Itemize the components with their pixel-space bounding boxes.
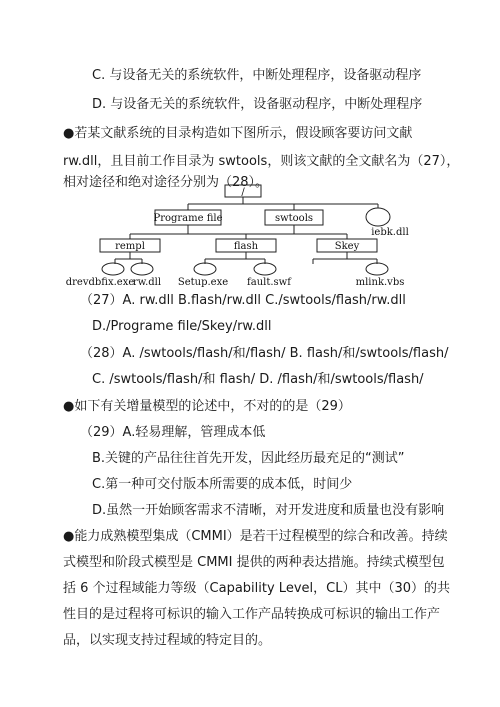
programe-file-label: Programe file — [153, 213, 223, 224]
setup-exe-label: Setup.exe — [177, 277, 229, 288]
root-label: / — [241, 187, 245, 198]
mlink-vbs-ellipse — [366, 263, 388, 275]
mlink-vbs-label: mlink.vbs — [355, 277, 405, 288]
question-30-stem-4: 性目的是过程将可标识的输入工作产品转换成可标识的输出工作产 — [63, 607, 441, 622]
iebk-dll-ellipse — [366, 208, 390, 226]
fault-swf-label: fault.swf — [247, 277, 291, 288]
drevdbfix-label: drevdbfix.exe — [65, 277, 135, 288]
rempl-label: rempl — [115, 241, 145, 252]
rw-dll-ellipse — [131, 263, 153, 275]
directory-tree-diagram — [65, 183, 435, 293]
iebk-dll-label: iebk.dll — [371, 227, 409, 238]
question-27-28-stem: ●若某文献系统的目录构造如下图所示，假设顾客要访问文献 — [63, 126, 413, 141]
q27-option-d: D./Programe file/Skey/rw.dll — [92, 319, 272, 334]
option-c: C. 与设备无关的系统软件，中断处理程序，设备驱动程序 — [92, 68, 422, 83]
option-d: D. 与设备无关的系统软件，设备驱动程序，中断处理程序 — [92, 97, 423, 112]
question-30-stem-3: 括 6 个过程域能力等级（Capability Level，CL）其中（30）的共 — [63, 581, 450, 596]
q28-options-cd: C. /swtools/flash/和 flash/ D. /flash/和/swtools/flash/ — [92, 372, 424, 387]
q28-options-ab: （28）A. /swtools/flash/和/flash/ B. flash/和/swtools/flash/ — [80, 346, 449, 361]
q29-option-b: B.关键的产品往往首先开发，因此经历最充足的“测试” — [92, 451, 405, 466]
rw-dll-label: rw.dll — [132, 277, 162, 288]
q29-option-c: C.第一种可交付版本所需要的成本低，时间少 — [92, 477, 353, 492]
question-30-stem-1: ●能力成熟模型集成（CMMI）是若干过程模型的综合和改善。持续 — [63, 529, 448, 544]
q29-option-d: D.虽然一开始顾客需求不清晰，对开发进度和质量也没有影响 — [92, 503, 445, 518]
drevdbfix-ellipse — [102, 263, 124, 275]
question-29-stem: ●如下有关增量模型的论述中，不对的的是（29） — [63, 399, 351, 414]
swtools-label: swtools — [274, 213, 314, 224]
skey-label: Skey — [334, 241, 360, 252]
fault-swf-ellipse — [254, 263, 276, 275]
q27-options: （27）A. rw.dll B.flash/rw.dll C./swtools/flash/rw.dll — [80, 293, 406, 308]
flash-label: flash — [233, 241, 259, 252]
setup-exe-ellipse — [194, 263, 216, 275]
question-27-28-stem-2: rw.dll，且目前工作目录为 swtools，则该文献的全文献名为（27）， — [63, 154, 460, 169]
question-30-stem-5: 品，以实现支持过程域的特定目的。 — [63, 633, 272, 648]
q29-option-a: （29）A.轻易理解，管理成本低 — [80, 425, 266, 440]
question-27-28-stem-3: 相对途径和绝对途径分别为（28）。 — [63, 175, 269, 190]
question-30-stem-2: 式模型和阶段式模型是 CMMI 提供的两种表达措施。持续式模型包 — [63, 555, 445, 570]
directory-tree-svg — [65, 183, 435, 293]
